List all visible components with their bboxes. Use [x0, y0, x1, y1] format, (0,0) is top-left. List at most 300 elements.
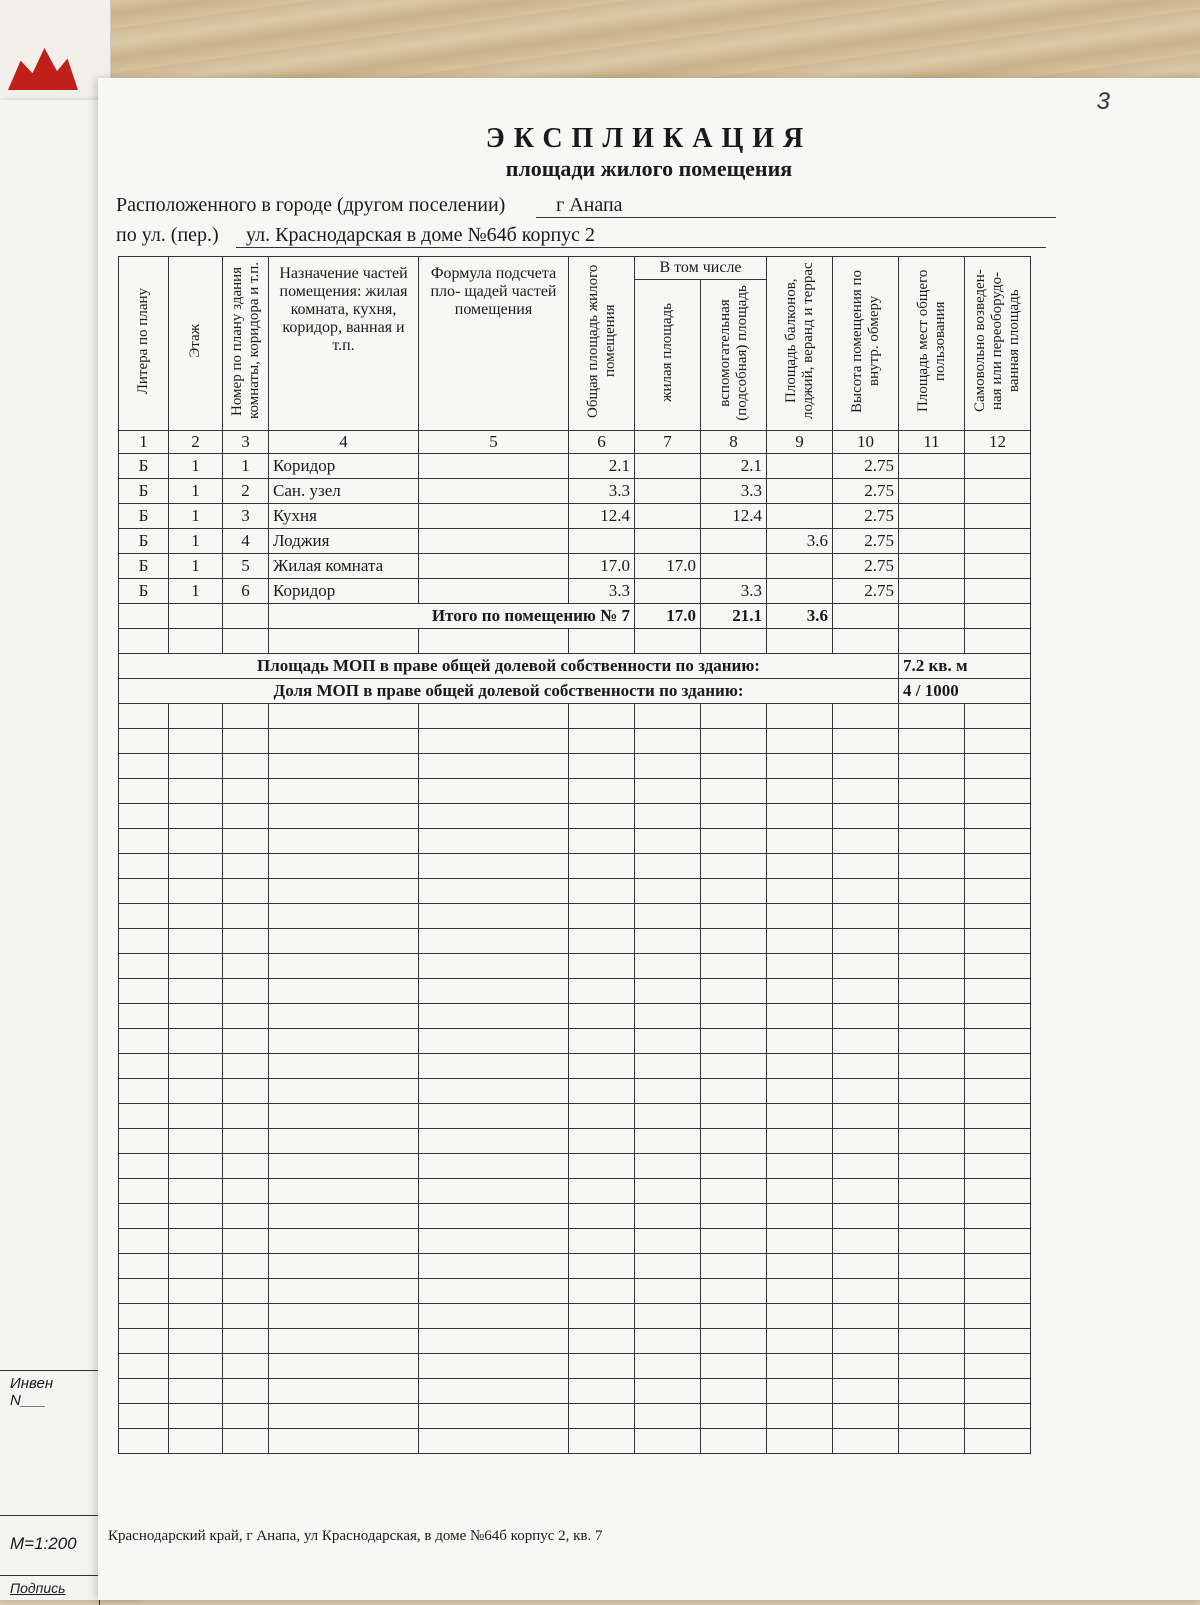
cell-empty — [419, 829, 569, 854]
cell-empty — [899, 729, 965, 754]
cell-empty — [269, 1154, 419, 1179]
cell-empty — [119, 704, 169, 729]
cell-empty — [169, 1129, 223, 1154]
cell-empty — [419, 1204, 569, 1229]
cell-empty — [701, 1279, 767, 1304]
cell-empty — [701, 1104, 767, 1129]
cell-empty — [169, 1254, 223, 1279]
cell-empty — [119, 1129, 169, 1154]
cell-empty — [223, 854, 269, 879]
cell-empty — [965, 1404, 1031, 1429]
cell-total: 3.3 — [569, 479, 635, 504]
cell-empty — [833, 1304, 899, 1329]
cell-empty — [965, 579, 1031, 604]
cell-empty — [635, 1029, 701, 1054]
cell-empty — [419, 879, 569, 904]
cell-empty — [269, 954, 419, 979]
cell-empty — [635, 729, 701, 754]
blank-row — [119, 929, 1031, 954]
cell-empty — [833, 1229, 899, 1254]
cell-empty — [833, 979, 899, 1004]
cell-empty — [269, 1254, 419, 1279]
blank-row — [119, 1229, 1031, 1254]
col-num: 9 — [767, 431, 833, 454]
cell-empty — [767, 1054, 833, 1079]
cell-empty — [767, 1154, 833, 1179]
cell-empty — [569, 854, 635, 879]
cell-empty — [569, 1054, 635, 1079]
cell-empty — [119, 1104, 169, 1129]
cell-empty — [419, 1404, 569, 1429]
cell-empty — [419, 1254, 569, 1279]
cell-empty — [767, 1429, 833, 1454]
blank-row — [119, 1304, 1031, 1329]
cell-empty — [899, 1029, 965, 1054]
cell-empty — [419, 1329, 569, 1354]
cell-empty — [899, 854, 965, 879]
blank-row — [119, 1154, 1031, 1179]
cell-aux: 3.3 — [701, 479, 767, 504]
cell-empty — [767, 854, 833, 879]
cell-empty — [269, 979, 419, 1004]
cell-empty — [635, 1429, 701, 1454]
cell-empty — [635, 1054, 701, 1079]
cell-empty — [965, 704, 1031, 729]
cell-empty — [169, 804, 223, 829]
cell-name: Кухня — [269, 504, 419, 529]
blank-row — [119, 904, 1031, 929]
cell-empty — [833, 1079, 899, 1104]
header-total-area: Общая площадь жилого помещения — [569, 257, 635, 431]
blank-row — [119, 1254, 1031, 1279]
cell-empty — [899, 754, 965, 779]
blank-row — [119, 1354, 1031, 1379]
cell-empty — [119, 1329, 169, 1354]
cell-height: 2.75 — [833, 579, 899, 604]
cell-empty — [899, 929, 965, 954]
cell-empty — [569, 704, 635, 729]
cell-total: 3.3 — [569, 579, 635, 604]
cell-empty — [119, 879, 169, 904]
inventory-label: Инвен — [10, 1375, 54, 1392]
cell-empty — [833, 754, 899, 779]
street-value: ул. Краснодарская в доме №64б корпус 2 — [236, 224, 1046, 248]
cell-empty — [223, 1304, 269, 1329]
cell-empty — [833, 829, 899, 854]
cell-empty — [767, 1279, 833, 1304]
cell-empty — [635, 1304, 701, 1329]
cell-floor: 1 — [169, 504, 223, 529]
cell-empty — [169, 1054, 223, 1079]
cell-empty — [419, 1154, 569, 1179]
cell-empty — [169, 854, 223, 879]
cell-empty — [767, 829, 833, 854]
cell-empty — [269, 1329, 419, 1354]
explication-sheet — [98, 78, 1200, 1600]
cell-empty — [419, 729, 569, 754]
cell-empty — [767, 754, 833, 779]
blank-row — [119, 1279, 1031, 1304]
cell-balcony — [767, 579, 833, 604]
cell-empty — [899, 1104, 965, 1129]
blank-row — [119, 1379, 1031, 1404]
cell-empty — [965, 729, 1031, 754]
blank-row — [119, 1429, 1031, 1454]
cell-empty — [767, 1179, 833, 1204]
cell-empty — [569, 1154, 635, 1179]
total-living: 17.0 — [635, 604, 701, 629]
cell-empty — [119, 1079, 169, 1104]
cell-empty — [833, 879, 899, 904]
cell-empty — [833, 1429, 899, 1454]
cell-empty — [965, 1129, 1031, 1154]
cell-height: 2.75 — [833, 529, 899, 554]
cell-empty — [269, 879, 419, 904]
cell-empty — [767, 1129, 833, 1154]
blank-row — [119, 1004, 1031, 1029]
cell-empty — [965, 454, 1031, 479]
cell-empty — [899, 1254, 965, 1279]
cell-empty — [767, 1004, 833, 1029]
cell-empty — [569, 1004, 635, 1029]
total-balcony: 3.6 — [767, 604, 833, 629]
cell-empty — [635, 1104, 701, 1129]
blank-row — [119, 1129, 1031, 1154]
cell-empty — [899, 879, 965, 904]
mop-share-label: Доля МОП в праве общей долевой собственности по зданию: — [119, 679, 899, 704]
cell-empty — [701, 1404, 767, 1429]
cell-empty — [701, 1304, 767, 1329]
header-group-including: В том числе — [635, 257, 767, 280]
cell-empty — [419, 754, 569, 779]
cell-empty — [701, 729, 767, 754]
header-purpose: Назначение частей помещения: жилая комната, кухня, коридор, ванная и т.п. — [269, 257, 419, 431]
cell-empty — [269, 904, 419, 929]
cell-empty — [767, 1304, 833, 1329]
cell-empty — [767, 1329, 833, 1354]
cell-aux: 12.4 — [701, 504, 767, 529]
cell-litera: Б — [119, 454, 169, 479]
blank-row — [119, 729, 1031, 754]
cell-empty — [701, 704, 767, 729]
cell-empty — [833, 904, 899, 929]
cell-empty — [767, 954, 833, 979]
cell-empty — [701, 1329, 767, 1354]
cell-empty — [269, 1004, 419, 1029]
cell-empty — [965, 504, 1031, 529]
cell-empty — [223, 754, 269, 779]
cell-floor: 1 — [169, 529, 223, 554]
cell-empty — [635, 1279, 701, 1304]
cell-empty — [635, 904, 701, 929]
col-num: 10 — [833, 431, 899, 454]
cell-empty — [419, 904, 569, 929]
cell-empty — [419, 1129, 569, 1154]
cell-empty — [419, 779, 569, 804]
cell-empty — [701, 1429, 767, 1454]
cell-empty — [119, 1254, 169, 1279]
header-height: Высота помещения по внутр. обмеру — [833, 257, 899, 431]
cell-formula — [419, 454, 569, 479]
cell-height: 2.75 — [833, 554, 899, 579]
cell-total: 17.0 — [569, 554, 635, 579]
cell-floor: 1 — [169, 579, 223, 604]
cell-empty — [269, 1029, 419, 1054]
cell-empty — [833, 1354, 899, 1379]
table-row — [119, 529, 1031, 554]
cell-empty — [223, 1079, 269, 1104]
cell-empty — [965, 854, 1031, 879]
cell-empty — [419, 1029, 569, 1054]
cell-empty — [419, 929, 569, 954]
cell-empty — [119, 854, 169, 879]
cell-empty — [833, 1004, 899, 1029]
red-logo-icon — [8, 48, 78, 90]
cell-empty — [767, 1404, 833, 1429]
col-num: 6 — [569, 431, 635, 454]
cell-empty — [169, 779, 223, 804]
cell-empty — [223, 904, 269, 929]
total-row — [119, 604, 1031, 629]
cell-empty — [223, 1054, 269, 1079]
cell-num: 2 — [223, 479, 269, 504]
cell-empty — [899, 504, 965, 529]
cell-empty — [833, 954, 899, 979]
cell-empty — [419, 1429, 569, 1454]
cell-empty — [701, 954, 767, 979]
cell-name: Коридор — [269, 579, 419, 604]
cell-empty — [833, 1254, 899, 1279]
cell-empty — [899, 1279, 965, 1304]
cell-empty — [701, 979, 767, 1004]
cell-empty — [223, 1004, 269, 1029]
city-line — [116, 194, 623, 217]
cell-empty — [119, 1404, 169, 1429]
cell-empty — [965, 904, 1031, 929]
cell-empty — [635, 1229, 701, 1254]
cell-empty — [569, 1254, 635, 1279]
cell-litera: Б — [119, 554, 169, 579]
cell-empty — [223, 1029, 269, 1054]
cell-empty — [223, 979, 269, 1004]
mop-share-row — [119, 679, 1031, 704]
cell-empty — [701, 804, 767, 829]
cell-empty — [767, 1079, 833, 1104]
col-num: 2 — [169, 431, 223, 454]
cell-empty — [419, 1379, 569, 1404]
cell-empty — [119, 1379, 169, 1404]
cell-empty — [899, 454, 965, 479]
cell-empty — [223, 879, 269, 904]
cell-empty — [635, 1204, 701, 1229]
cell-empty — [223, 1379, 269, 1404]
cell-empty — [119, 779, 169, 804]
cell-empty — [767, 1354, 833, 1379]
cell-empty — [767, 804, 833, 829]
cell-litera: Б — [119, 504, 169, 529]
header-unauthorized: Самовольно возведен- ная или переоборудо- ванная площадь — [965, 257, 1031, 431]
cell-empty — [833, 1279, 899, 1304]
cell-empty — [569, 1129, 635, 1154]
cell-empty — [701, 1029, 767, 1054]
cell-empty — [635, 1379, 701, 1404]
cell-empty — [701, 1054, 767, 1079]
cell-living — [635, 529, 701, 554]
cell-empty — [269, 1204, 419, 1229]
cell-formula — [419, 479, 569, 504]
cell-empty — [569, 1429, 635, 1454]
cell-balcony — [767, 504, 833, 529]
cell-empty — [269, 1229, 419, 1254]
cell-floor: 1 — [169, 554, 223, 579]
footer-address: Краснодарский край, г Анапа, ул Краснодарская, в доме №64б корпус 2, кв. 7 — [108, 1528, 603, 1544]
cell-empty — [965, 754, 1031, 779]
cell-empty — [965, 1204, 1031, 1229]
cell-empty — [223, 1179, 269, 1204]
city-value: г Анапа — [536, 194, 1056, 218]
cell-empty — [701, 929, 767, 954]
cell-empty — [965, 1029, 1031, 1054]
cell-empty — [635, 929, 701, 954]
total-label: Итого по помещению № 7 — [269, 604, 635, 629]
cell-empty — [169, 1304, 223, 1329]
cell-empty — [701, 1354, 767, 1379]
cell-empty — [899, 1304, 965, 1329]
cell-empty — [569, 1354, 635, 1379]
cell-empty — [899, 529, 965, 554]
blank-row — [119, 629, 1031, 654]
header-row — [119, 257, 1031, 280]
blank-row — [119, 754, 1031, 779]
cell-empty — [223, 954, 269, 979]
cell-empty — [223, 1279, 269, 1304]
cell-empty — [833, 854, 899, 879]
cell-empty — [569, 754, 635, 779]
cell-empty — [635, 1354, 701, 1379]
cell-empty — [119, 1179, 169, 1204]
header-formula: Формула подсчета пло- щадей частей помещения — [419, 257, 569, 431]
cell-empty — [701, 754, 767, 779]
cell-empty — [419, 1104, 569, 1129]
cell-empty — [419, 979, 569, 1004]
cell-floor: 1 — [169, 479, 223, 504]
cell-empty — [223, 704, 269, 729]
cell-empty — [635, 1329, 701, 1354]
cell-balcony: 3.6 — [767, 529, 833, 554]
cell-empty — [569, 729, 635, 754]
cell-empty — [119, 604, 169, 629]
cell-formula — [419, 579, 569, 604]
cell-empty — [169, 1379, 223, 1404]
cell-empty — [419, 1054, 569, 1079]
red-logo-paper — [0, 0, 111, 105]
cell-empty — [569, 1029, 635, 1054]
blank-row — [119, 1404, 1031, 1429]
cell-empty — [223, 804, 269, 829]
cell-formula — [419, 529, 569, 554]
cell-empty — [965, 1079, 1031, 1104]
col-num: 4 — [269, 431, 419, 454]
cell-empty — [635, 1004, 701, 1029]
cell-balcony — [767, 479, 833, 504]
col-num: 8 — [701, 431, 767, 454]
cell-empty — [419, 954, 569, 979]
cell-empty — [965, 1304, 1031, 1329]
cell-empty — [899, 1429, 965, 1454]
cell-empty — [635, 779, 701, 804]
mop-area-label: Площадь МОП в праве общей долевой собственности по зданию: — [119, 654, 899, 679]
cell-living — [635, 579, 701, 604]
cell-empty — [701, 1204, 767, 1229]
cell-empty — [419, 1229, 569, 1254]
signature-box — [0, 1575, 100, 1605]
cell-empty — [269, 1379, 419, 1404]
cell-empty — [119, 1304, 169, 1329]
cell-empty — [965, 979, 1031, 1004]
cell-empty — [701, 1229, 767, 1254]
street-line — [116, 224, 596, 247]
cell-empty — [119, 754, 169, 779]
col-num: 11 — [899, 431, 965, 454]
blank-row — [119, 1329, 1031, 1354]
explication-table — [118, 256, 1031, 1454]
cell-empty — [899, 1154, 965, 1179]
cell-empty — [767, 979, 833, 1004]
cell-empty — [119, 929, 169, 954]
header-living-area: жилая площадь — [635, 280, 701, 431]
cell-empty — [569, 1304, 635, 1329]
cell-num: 5 — [223, 554, 269, 579]
total-aux: 21.1 — [701, 604, 767, 629]
cell-empty — [965, 1054, 1031, 1079]
cell-empty — [119, 979, 169, 1004]
cell-empty — [899, 1129, 965, 1154]
cell-empty — [635, 1404, 701, 1429]
cell-empty — [899, 704, 965, 729]
cell-empty — [223, 1404, 269, 1429]
cell-empty — [767, 1254, 833, 1279]
cell-empty — [701, 1254, 767, 1279]
cell-empty — [269, 1129, 419, 1154]
cell-empty — [119, 729, 169, 754]
cell-empty — [569, 904, 635, 929]
cell-empty — [169, 1329, 223, 1354]
cell-empty — [635, 854, 701, 879]
cell-total: 2.1 — [569, 454, 635, 479]
cell-empty — [269, 1179, 419, 1204]
cell-empty — [169, 1179, 223, 1204]
cell-empty — [169, 1429, 223, 1454]
cell-empty — [701, 829, 767, 854]
cell-empty — [833, 1154, 899, 1179]
cell-empty — [965, 604, 1031, 629]
cell-empty — [701, 1129, 767, 1154]
mop-share-value: 4 / 1000 — [899, 679, 1031, 704]
cell-empty — [833, 729, 899, 754]
blank-row — [119, 1104, 1031, 1129]
cell-empty — [269, 1354, 419, 1379]
cell-name: Лоджия — [269, 529, 419, 554]
cell-empty — [169, 1004, 223, 1029]
cell-empty — [419, 1179, 569, 1204]
cell-empty — [635, 1129, 701, 1154]
cell-empty — [767, 1204, 833, 1229]
cell-empty — [899, 579, 965, 604]
header-aux-area: вспомогательная (подсобная) площадь — [701, 280, 767, 431]
table-row — [119, 554, 1031, 579]
blank-row — [119, 1029, 1031, 1054]
scale-value: М=1:200 — [10, 1534, 77, 1553]
